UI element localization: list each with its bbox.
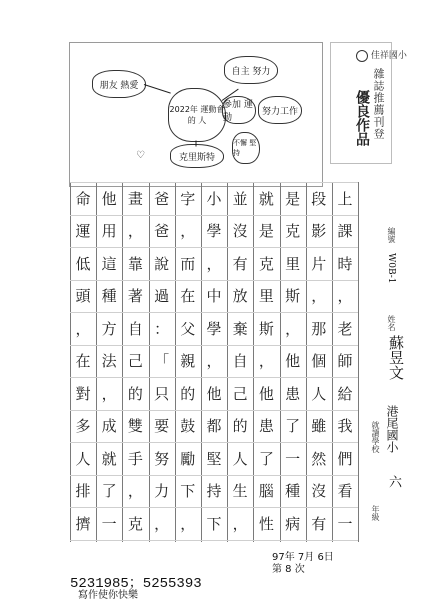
grid-character: ，	[180, 222, 196, 240]
grid-character: 親	[180, 352, 196, 370]
grid-row-line	[70, 507, 358, 508]
grid-character: ，	[206, 254, 222, 273]
grid-character: 是	[285, 189, 301, 208]
grid-character: 並	[232, 189, 248, 208]
grid-character: 爸	[154, 222, 170, 240]
grid-character: 著	[127, 287, 143, 305]
grid-character: ，	[285, 319, 301, 338]
grid-character: 他	[206, 384, 222, 403]
grid-character: 有	[232, 254, 248, 273]
grid-character: 他	[258, 384, 274, 403]
grid-character: 我	[337, 417, 353, 435]
grid-character: 了	[258, 449, 274, 468]
grid-character: 這	[101, 254, 117, 273]
mind-map-node-5: 克里斯特	[170, 144, 224, 168]
grid-character: 性	[258, 514, 274, 533]
grid-row-line	[70, 377, 358, 378]
grid-row-line	[70, 280, 358, 281]
grade-label: 年級	[371, 505, 380, 521]
grid-character: 里	[285, 254, 301, 273]
grid-character: 斯	[285, 287, 301, 305]
grid-character: 患	[285, 384, 301, 403]
grid-character: 過	[154, 287, 170, 305]
grid-character: 克	[285, 222, 301, 240]
grid-character: 用	[101, 222, 117, 240]
grid-character: 命	[75, 189, 91, 208]
grid-character: 畫	[127, 189, 143, 208]
grid-row-line	[70, 475, 358, 476]
grid-character: 而	[180, 254, 196, 273]
grid-character: 努	[154, 449, 170, 468]
grid-character: 靠	[127, 254, 143, 273]
grid-character: 的	[232, 417, 248, 435]
award-ribbon: 優良作品	[354, 90, 370, 146]
grid-character: 一	[285, 449, 301, 468]
grid-character: 爸	[154, 189, 170, 208]
grid-character: 頭	[75, 287, 91, 305]
date-field: 97年 7月 6日	[272, 552, 334, 563]
grid-character: 就	[258, 189, 274, 208]
id-label: 編號	[387, 227, 396, 243]
grid-row-line	[70, 442, 358, 443]
heart-icon: ♡	[136, 150, 145, 161]
grid-character: 「	[154, 352, 170, 370]
grid-character: ，	[127, 222, 143, 240]
student-info	[362, 225, 405, 555]
grid-character: 那	[311, 319, 327, 338]
grid-character: 斯	[258, 319, 274, 338]
grid-row-line	[70, 540, 358, 541]
mind-map-node-6: 不懈 堅持	[232, 132, 260, 164]
grid-character: 擠	[75, 514, 91, 533]
grid-character: 腦	[258, 482, 274, 500]
school-label: 就讀學校	[371, 421, 380, 453]
grid-character: 種	[101, 287, 117, 305]
grid-character: 生	[232, 482, 248, 500]
grid-row-line	[70, 345, 358, 346]
grid-row-line	[70, 312, 358, 313]
grid-character: 字	[180, 189, 196, 208]
grid-character: 要	[154, 417, 170, 435]
grid-character: 老	[337, 319, 353, 338]
grid-character: 個	[311, 352, 327, 370]
grid-character: 在	[180, 287, 196, 305]
name-label: 姓名	[387, 315, 396, 331]
grid-character: 的	[180, 384, 196, 403]
grid-character: 父	[180, 319, 196, 338]
school-logo: 佳祥國小	[356, 48, 407, 62]
id-value: W0B-1	[386, 253, 396, 284]
grid-character: 只	[154, 384, 170, 403]
grid-character: 時	[337, 254, 353, 273]
grid-character: ，	[232, 514, 248, 533]
grid-character: ，	[311, 287, 327, 305]
grid-character: 方	[101, 319, 117, 338]
grid-character: 中	[206, 287, 222, 305]
grid-character: 棄	[232, 319, 248, 338]
grid-character: 對	[75, 384, 91, 403]
grid-character: 就	[101, 449, 117, 468]
grid-character: 自	[232, 352, 248, 370]
stamp-label: 雜誌推薦刊登	[372, 68, 385, 140]
name-value: 蘇昱文	[387, 335, 405, 380]
grid-character: 堅	[206, 449, 222, 468]
grid-character: 段	[311, 189, 327, 208]
grid-character: 己	[127, 352, 143, 370]
grid-character: 師	[337, 352, 353, 370]
grid-character: 他	[285, 352, 301, 370]
grid-character: 低	[75, 254, 91, 273]
grid-column-line	[358, 182, 359, 542]
grid-character: 學	[206, 319, 222, 338]
grid-character: 成	[101, 417, 117, 435]
grid-character: 們	[337, 449, 353, 468]
grid-character: 鼓	[180, 417, 196, 435]
grid-character: 是	[258, 222, 274, 240]
grid-row-line	[70, 182, 358, 183]
grid-character: 一	[101, 514, 117, 533]
grid-character: 排	[75, 482, 91, 500]
grid-character: 影	[311, 222, 327, 240]
grid-character: 自	[127, 319, 143, 338]
grid-character: 持	[206, 482, 222, 500]
mind-map-connector	[196, 141, 197, 147]
grid-character: 里	[258, 287, 274, 305]
mind-map-node-3: 參加 運動	[222, 96, 256, 124]
grid-character: 了	[101, 482, 117, 500]
grid-character: 他	[101, 189, 117, 208]
grid-character: 下	[206, 514, 222, 533]
grid-character: ，	[206, 352, 222, 370]
grid-character: 運	[75, 222, 91, 240]
page-count: 第 8 次	[272, 564, 305, 575]
grid-character: 種	[285, 482, 301, 500]
grid-character: 片	[311, 254, 327, 273]
grid-character: 然	[311, 449, 327, 468]
grid-character: ，	[337, 287, 353, 305]
grid-row-line	[70, 247, 358, 248]
grid-character: 人	[75, 449, 91, 468]
grid-character: 病	[285, 514, 301, 533]
phone-number: 5231985；5255393	[70, 576, 202, 592]
grid-character: 雙	[127, 417, 143, 435]
grid-character: 人	[232, 449, 248, 468]
grid-character: 雖	[311, 417, 327, 435]
grid-character: 勵	[180, 449, 196, 468]
grid-character: 看	[337, 482, 353, 500]
grid-character: 沒	[311, 482, 327, 500]
grid-character: ，	[180, 514, 196, 533]
grid-character: 多	[75, 417, 91, 435]
grid-character: ，	[154, 514, 170, 533]
grid-character: 法	[101, 352, 117, 370]
mind-map-node-4: 努力工作	[258, 96, 302, 124]
grid-character: 在	[75, 352, 91, 370]
slogan-text: 寫作使你快樂	[78, 590, 138, 601]
grid-character: 的	[127, 384, 143, 403]
grid-character: 己	[232, 384, 248, 403]
grade-value: 六	[386, 475, 401, 488]
grid-character: 一	[337, 514, 353, 533]
grid-character: 克	[258, 254, 274, 273]
mind-map-node-1: 朋友 熱愛	[92, 70, 146, 98]
grid-character: 下	[180, 482, 196, 500]
school-value: 港尾國小	[385, 405, 399, 453]
grid-row-line	[70, 215, 358, 216]
grid-character: 手	[127, 449, 143, 468]
grid-character: 給	[337, 384, 353, 403]
grid-character: 克	[127, 514, 143, 533]
mind-map-center: 2022年 運動會的 人	[168, 88, 226, 142]
grid-character: 力	[154, 482, 170, 500]
grid-character: 上	[337, 189, 353, 208]
grid-character: 沒	[232, 222, 248, 240]
grid-character: 小	[206, 189, 222, 208]
grid-character: 有	[311, 514, 327, 533]
grid-character: ，	[75, 319, 91, 338]
grid-character: ，	[127, 482, 143, 500]
grid-character: 人	[311, 384, 327, 403]
grid-character: 患	[258, 417, 274, 435]
grid-character: 放	[232, 287, 248, 305]
grid-character: 課	[337, 222, 353, 240]
grid-character: 都	[206, 417, 222, 435]
grid-character: ，	[258, 352, 274, 370]
mind-map-node-2: 自主 努力	[224, 56, 278, 84]
grid-character: 了	[285, 417, 301, 435]
grid-character: ，	[101, 384, 117, 403]
grid-character: 學	[206, 222, 222, 240]
grid-character: ：	[154, 319, 170, 338]
grid-row-line	[70, 410, 358, 411]
grid-character: 說	[154, 254, 170, 273]
